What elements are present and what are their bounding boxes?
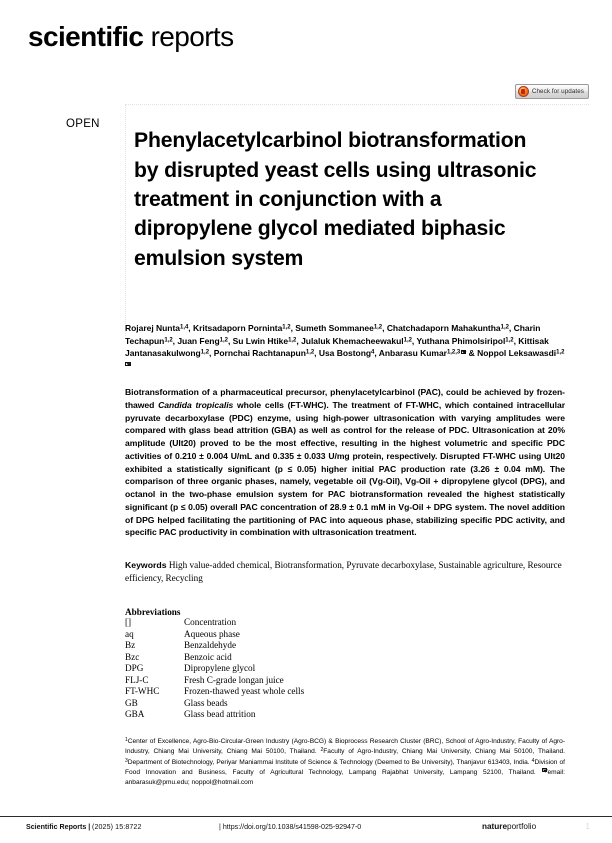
keywords-section (125, 559, 565, 584)
affiliation-text: Division of Food Innovation and Business, Faculty of Agricultural Technology, Lampang Rajabhat University, Lampang 52100, Thailand. (125, 758, 565, 776)
author-affiliation-marker: 1,4 (180, 324, 189, 331)
author-affiliation-marker: 1,2 (288, 337, 297, 344)
masthead-light-word: reports (143, 21, 234, 52)
abbreviation-term: DPG (125, 663, 144, 674)
abbreviation-definition: Dipropylene glycol (184, 663, 256, 674)
footer-journal-name: Scientific Reports | (26, 823, 91, 831)
abbreviation-row (125, 675, 565, 687)
footer-publisher-brand (482, 820, 536, 834)
author-name: Noppol Leksawasdi (477, 348, 557, 359)
affiliation-marker: 3 (125, 757, 128, 764)
email-label: email: (547, 768, 565, 776)
abbreviation-row (125, 617, 565, 629)
abbreviation-definition: Benzaldehyde (184, 640, 237, 651)
author-name: Kittisak Jantanasakulwong (125, 335, 549, 359)
author-affiliation-marker: 1,2 (219, 337, 228, 344)
author-name: Yuthana Phimolsiripol (416, 335, 506, 346)
species-name: Candida tropicalis (158, 399, 234, 410)
footer-doi-link[interactable]: | https://doi.org/10.1038/s41598-025-92947-0 (219, 823, 362, 831)
author-affiliation-marker: 4 (371, 349, 375, 356)
author-affiliation-marker: 1,2 (500, 324, 509, 331)
author-name: Chatchadaporn Mahakuntha (386, 323, 501, 333)
footer-citation: (2025) 15:8722 (92, 823, 142, 831)
affiliation-text: Department of Biotechnology, Periyar Maniammai Institute of Science & Technology (Deemed to Be University), Thanjavur 613403, India. (127, 758, 532, 766)
affiliation-text: Faculty of Agro-Industry, Chiang Mai University, Chiang Mai 50100, Thailand. (323, 748, 565, 756)
affiliation-text: Center of Excellence, Agro-Bio-Circular-Green Industry (Agro-BCG) & Bioprocess Research Cluster (BRC), School of Agro-Industry, Faculty of Agro-Industry, Chiang Mai University, Chiang Mai 50100, Thailand. (125, 738, 565, 756)
author-affiliation-marker: 1,2 (556, 349, 565, 356)
abbreviation-definition: Fresh C-grade longan juice (184, 674, 284, 685)
corresponding-author-envelope-icon (125, 362, 131, 366)
author-affiliation-marker: 1,2 (200, 349, 210, 356)
abbreviation-term: Bzc (125, 651, 140, 662)
journal-masthead (28, 22, 234, 52)
check-for-updates-label: Check for updates (531, 88, 584, 95)
brand-light: portfolio (507, 822, 537, 831)
author-name: Su Lwin Htike (232, 335, 289, 346)
author-name: Juan Feng (177, 335, 220, 346)
author-list: Rojarej Nunta$^{1,4}$, Kritsadaporn Porninta$^{1,2}$, Sumeth Sommanee$^{1,2}$, Chatchadaporn Mahakuntha$^{1,2}$, Charin Techapun$^{1,2}$, Juan Feng$^{1,2}$, Su Lwin Htike$^{1,2}$, Julaluk Khemacheewakul$^{1,2}$, Yuthana Phimolsiripol$^{1,2}$, Kittisak Jantanasakulwong$^{1,2}$, Pornchai Rachtanapun$^{1,2}$, Usa Bostong$^4$, Anbarasu Kumar$^{1,2,3}$ & Noppol Leksawasdi$^{1,2}$ (125, 322, 565, 372)
abbreviation-definition: Glass beads (184, 697, 228, 708)
brand-bold: nature (482, 822, 508, 831)
affiliation-marker: 1 (125, 737, 128, 743)
abbreviation-term: Bz (125, 640, 136, 651)
author-name: Sumeth Sommanee (295, 323, 374, 333)
author-affiliation-marker: 1,2 (373, 324, 383, 331)
abbreviation-row (125, 698, 565, 710)
author-affiliation-marker: 1,2 (282, 324, 291, 331)
abbreviation-term: aq (125, 628, 134, 639)
corresponding-emails[interactable]: anbarasuk@pmu.edu; noppol@hotmail.com (125, 779, 254, 786)
header-divider (125, 104, 589, 105)
abbreviation-definition: Frozen-thawed yeast whole cells (184, 686, 305, 697)
keywords-list: High value-added chemical, Biotransformation, Pyruvate decarboxylase, Sustainable agriculture, Resource efficiency, Recycling (125, 560, 562, 583)
author-affiliation-marker: 1,2 (305, 349, 315, 356)
check-for-updates-button[interactable] (515, 84, 589, 99)
affiliations-note (125, 737, 565, 788)
abbreviation-definition: Concentration (184, 617, 237, 627)
author-affiliation-marker: 1,2,3 (446, 349, 461, 356)
footer-page-number: 1 (585, 822, 590, 831)
author-affiliation-marker: 1,2 (505, 337, 514, 344)
abbreviations-heading: Abbreviations (125, 607, 181, 617)
page-footer (0, 820, 612, 834)
abbreviation-term: FLJ-C (125, 674, 149, 685)
author-affiliation-marker: 1,2 (403, 337, 412, 344)
author-name: Pornchai Rachtanapun (213, 348, 306, 359)
abbreviation-row (125, 663, 565, 675)
abbreviation-term: [] (125, 617, 132, 627)
author-name: Charin Techapun (125, 323, 541, 346)
author-name: Usa Bostong (318, 348, 372, 359)
keywords-heading: Keywords (125, 560, 167, 570)
author-name: Julaluk Khemacheewakul (301, 335, 404, 346)
affiliation-marker: 2 (320, 747, 324, 754)
corresponding-author-envelope-icon (461, 350, 467, 354)
abbreviation-row (125, 640, 565, 652)
abbreviation-row (125, 709, 565, 721)
affiliation-marker: 4 (531, 757, 535, 764)
abbreviation-row (125, 652, 565, 664)
refresh-document-icon (518, 86, 529, 97)
abbreviation-row (125, 686, 565, 698)
abbreviation-term: GBA (125, 709, 145, 720)
abbreviation-definition: Glass bead attrition (184, 709, 256, 720)
open-access-label: OPEN (66, 118, 100, 130)
author-name: Rojarej Nunta (125, 323, 180, 333)
email-envelope-icon (542, 768, 548, 772)
masthead-bold-word: scientific (28, 21, 144, 52)
author-name: Kritsadaporn Porninta (192, 323, 283, 333)
footer-divider (0, 816, 612, 817)
author-affiliation-marker: 1,2 (164, 337, 173, 344)
abbreviation-definition: Benzoic acid (184, 651, 232, 662)
abbreviation-row (125, 629, 565, 641)
abbreviation-term: GB (125, 697, 138, 708)
author-name: Anbarasu Kumar (378, 348, 447, 359)
abbreviations-list (125, 617, 565, 721)
title-left-rule (125, 104, 126, 336)
abbreviation-term: FT-WHC (125, 686, 160, 697)
abstract-text: Biotransformation of a pharmaceutical precursor, phenylacetylcarbinol (PAC), could be achieved by frozen-thawed Candida tropicalis whole cells (FT-WHC). The treatment of FT-WHC, which contained intracellular pyruvate decarboxylase (PDC) enzyme, using high-power ultrasonication with varying amplitudes were compared with glass bead attrition (GBA) as well as control for the release of PDC. Ultrasonication at 20% amplitude (Ult20) proved to be the most effective, resulting in the highest volumetric and specific PDC activities of 0.210 ± 0.004 U/mL and 0.335 ± 0.033 U/mg protein, respectively. Disrupted FT-WHC using Ult20 exhibited a statistically significant (p ≤ 0.05) higher initial PAC production rate (3.26 ± 0.04 mM). The comparison of three organic phases, namely, vegetable oil (Vg-Oil), Vg-Oil + dipropylene glycol (DPG), and octanol in the two-phase emulsion system for PAC biotransformation revealed the highest statistically significant (p ≤ 0.05) overall PAC concentration of 28.9 ± 0.1 mM in Vg-Oil + DPG system. The novel addition of DPG helped facilitating the partitioning of PAC into aqueous phase, stabilizing specific PDC activity, and specific PAC productivity in combination with ultrasonication treatment. (125, 387, 565, 538)
abbreviation-definition: Aqueous phase (184, 628, 240, 639)
page-title: Phenylacetylcarbinol biotransformation by disrupted yeast cells using ultrasonic treatment in conjunction with a dipropylene glycol mediated biphasic emulsion system (134, 129, 537, 270)
